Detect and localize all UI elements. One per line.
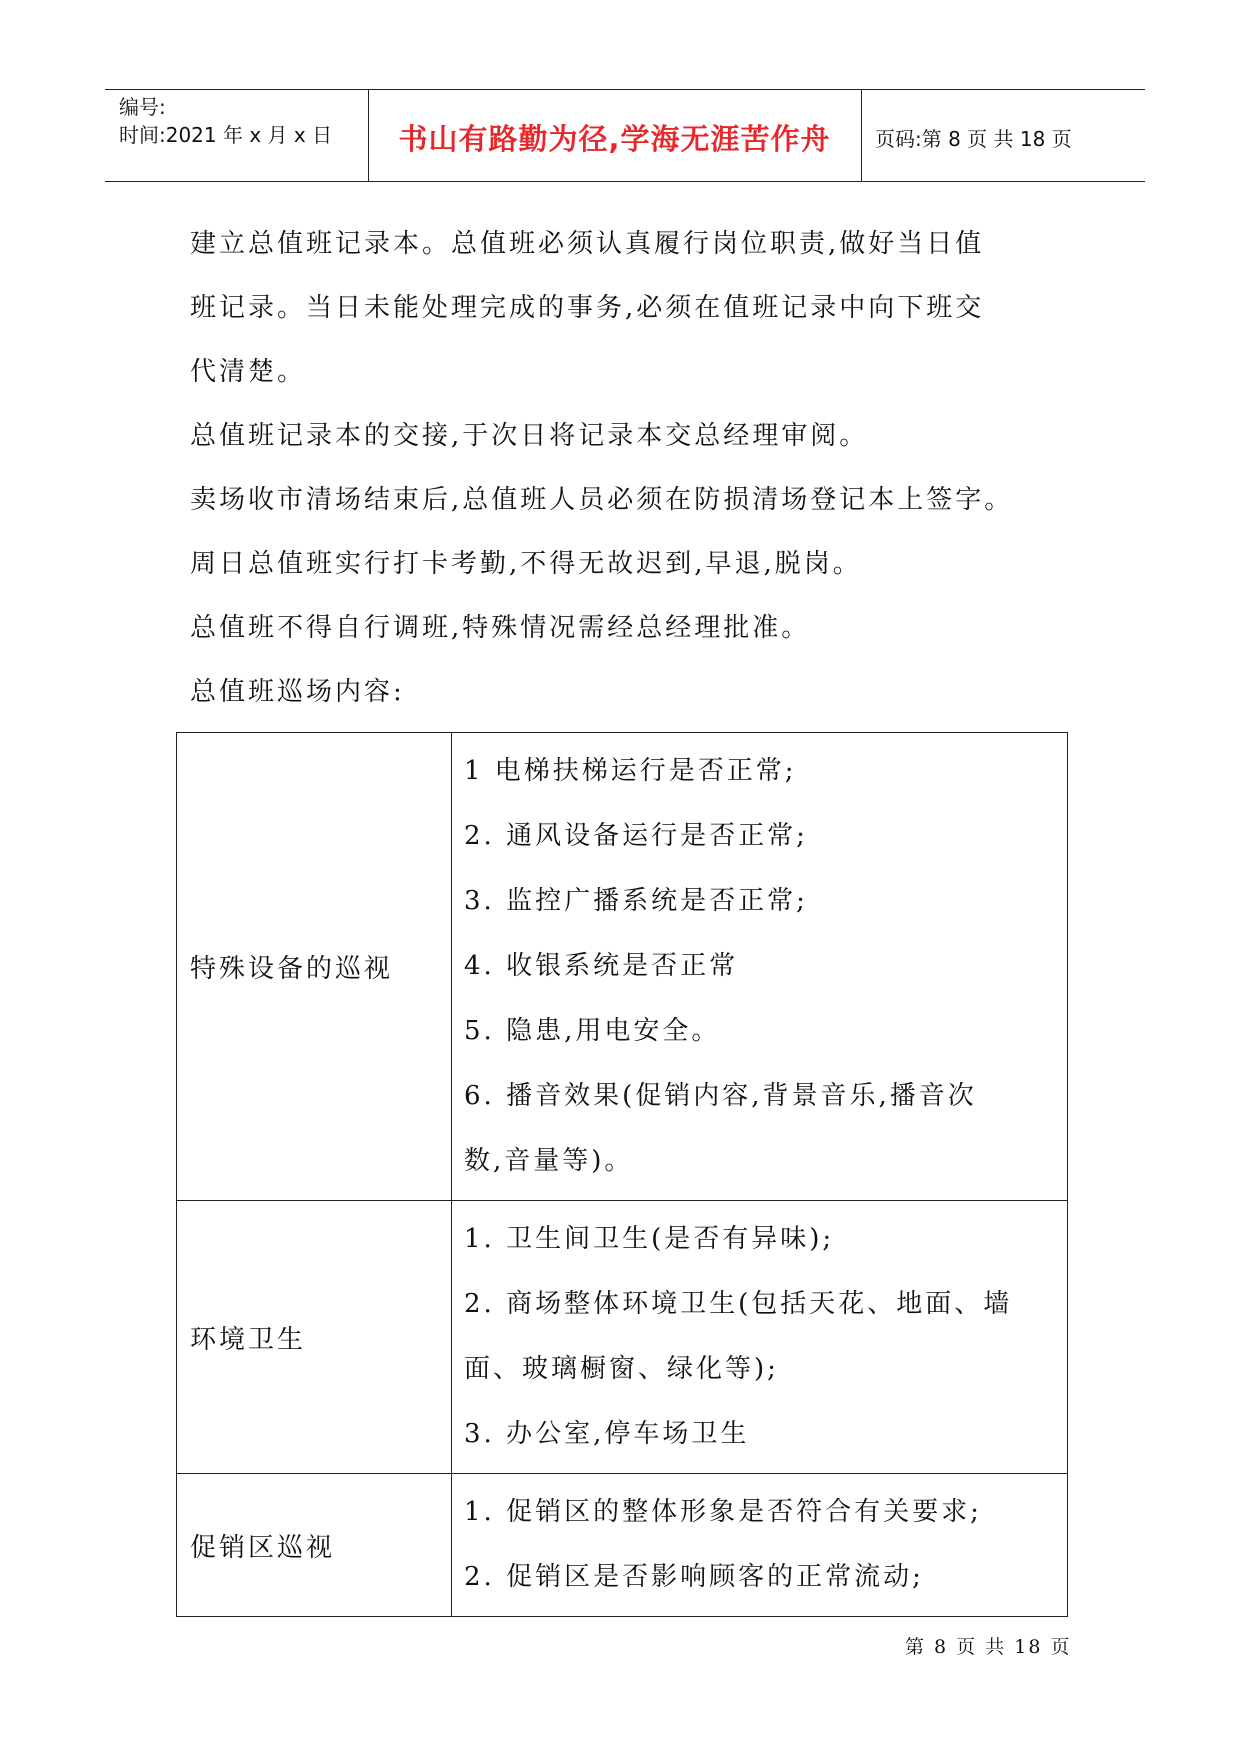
table-items-cell — [452, 1474, 1068, 1617]
page-footer: 第 8 页 共 18 页 — [905, 1636, 1072, 1658]
paragraph-line: 建立总值班记录本。总值班必须认真履行岗位职责,做好当日值 — [190, 229, 985, 259]
paragraph-line: 总值班不得自行调班,特殊情况需经总经理批准。 — [190, 613, 811, 643]
table-row — [177, 733, 1068, 1201]
header-time-label: 时间:2021 年 x 月 x 日 — [119, 123, 333, 147]
paragraph-line: 卖场收市清场结束后,总值班人员必须在防损清场登记本上签字。 — [190, 485, 1014, 515]
paragraph-line: 总值班巡场内容: — [190, 677, 405, 707]
body-paragraphs — [190, 212, 1013, 724]
table-items-cell — [452, 733, 1068, 1201]
header-motto: 书山有路勤为径,学海无涯苦作舟 — [398, 122, 831, 156]
paragraph-line: 代清楚。 — [190, 357, 307, 387]
list-item: 6. 播音效果(促销内容,背景音乐,播音次 — [464, 1081, 977, 1111]
list-item: 3. 办公室,停车场卫生 — [464, 1419, 750, 1449]
list-item: 1. 卫生间卫生(是否有异味); — [464, 1224, 835, 1254]
header-page-label: 页码:第 8 页 共 18 页 — [875, 127, 1072, 151]
list-item: 5. 隐患,用电安全。 — [464, 1016, 721, 1046]
list-item: 3. 监控广播系统是否正常; — [464, 886, 808, 916]
list-item: 2. 通风设备运行是否正常; — [464, 821, 808, 851]
table-row — [177, 1201, 1068, 1474]
header-number-label: 编号: — [119, 95, 166, 119]
list-item: 面、玻璃橱窗、绿化等); — [464, 1354, 779, 1384]
paragraph-line: 周日总值班实行打卡考勤,不得无故迟到,早退,脱岗。 — [190, 549, 862, 579]
header-meta — [119, 93, 332, 149]
page-header — [105, 89, 1145, 182]
list-item: 2. 商场整体环境卫生(包括天花、地面、墙 — [464, 1289, 1013, 1319]
table-items-cell — [452, 1201, 1068, 1474]
header-bottom-rule — [105, 181, 1145, 182]
list-item: 数,音量等)。 — [464, 1146, 634, 1176]
list-item: 4. 收银系统是否正常 — [464, 951, 739, 981]
list-item: 1. 促销区的整体形象是否符合有关要求; — [464, 1497, 982, 1527]
list-item: 1 电梯扶梯运行是否正常; — [464, 756, 797, 786]
list-item: 2. 促销区是否影响顾客的正常流动; — [464, 1562, 924, 1592]
header-divider-right — [861, 89, 862, 182]
table-row — [177, 1474, 1068, 1617]
paragraph-line: 总值班记录本的交接,于次日将记录本交总经理审阅。 — [190, 421, 869, 451]
patrol-content-table — [176, 732, 1068, 1617]
header-top-rule — [105, 89, 1145, 90]
table-category-cell: 促销区巡视 — [177, 1474, 452, 1617]
paragraph-line: 班记录。当日未能处理完成的事务,必须在值班记录中向下班交 — [190, 293, 985, 323]
table-category-cell: 特殊设备的巡视 — [177, 733, 452, 1201]
table-category-cell: 环境卫生 — [177, 1201, 452, 1474]
